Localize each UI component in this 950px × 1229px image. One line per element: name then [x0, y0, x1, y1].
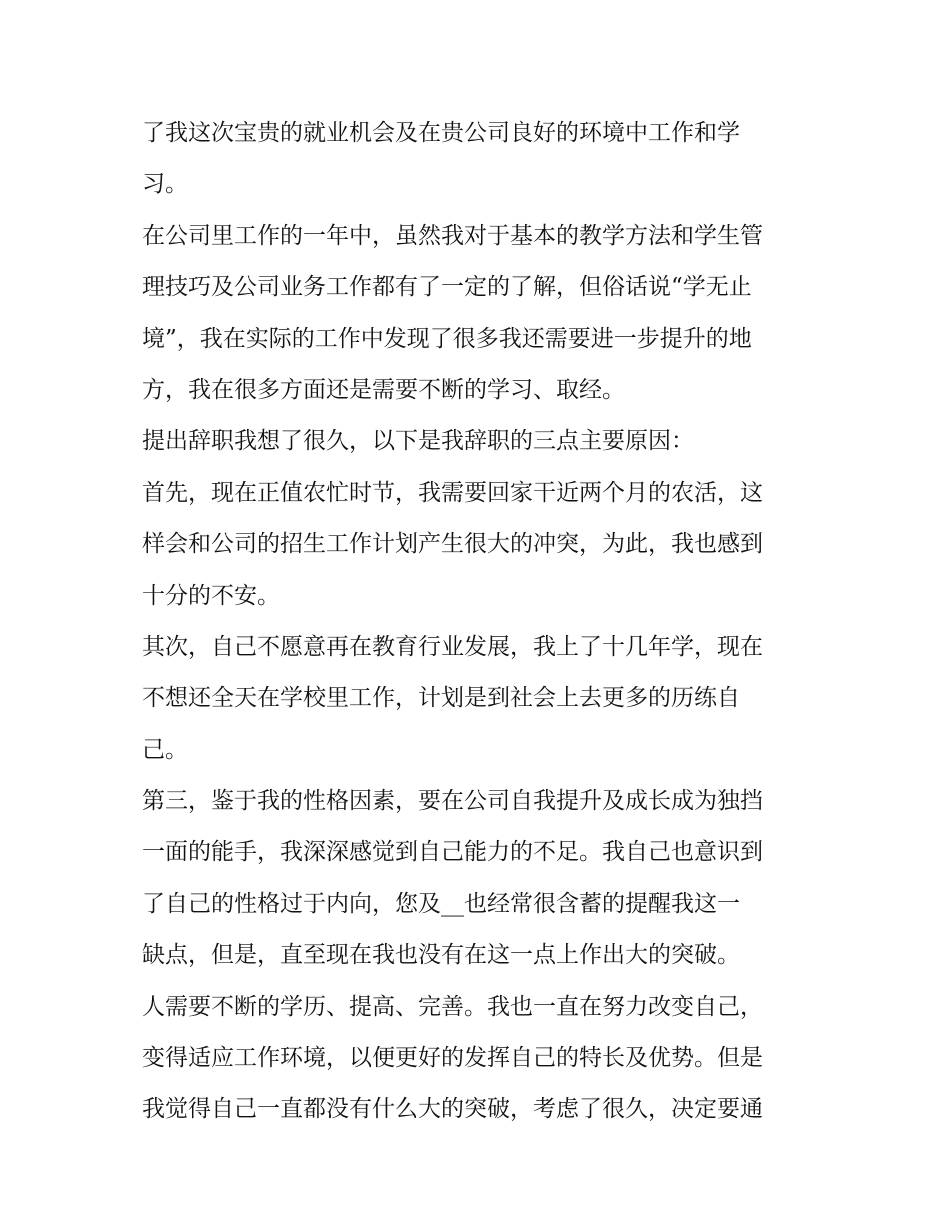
text-line: 首先，现在正值农忙时节，我需要回家干近两个月的农活，这	[142, 479, 763, 506]
text-line: 境”，我在实际的工作中发现了很多我还需要进一步提升的地	[142, 325, 752, 352]
text-line: 其次，自己不愿意再在教育行业发展，我上了十几年学，现在	[142, 633, 763, 660]
text-line: 提出辞职我想了很久，以下是我辞职的三点主要原因：	[142, 428, 694, 455]
text-line: 缺点，但是，直至现在我也没有在这一点上作出大的突破。	[142, 942, 740, 969]
text-line: 己。	[142, 736, 188, 763]
text-line: 了自己的性格过于内向，您及__也经常很含蓄的提醒我这一	[142, 890, 740, 917]
text-line: 人需要不断的学历、提高、完善。我也一直在努力改变自己，	[142, 993, 763, 1020]
text-line: 方，我在很多方面还是需要不断的学习、取经。	[142, 376, 625, 403]
text-line: 一面的能手，我深深感觉到自己能力的不足。我自己也意识到	[142, 839, 763, 866]
text-line: 习。	[142, 171, 188, 198]
text-line: 十分的不安。	[142, 582, 280, 609]
resignation-letter-body	[142, 108, 814, 1136]
text-line: 第三，鉴于我的性格因素，要在公司自我提升及成长成为独挡	[142, 788, 763, 815]
text-line: 我觉得自己一直都没有什么大的突破，考虑了很久，决定要通	[142, 1096, 763, 1123]
text-line: 不想还全天在学校里工作，计划是到社会上去更多的历练自	[142, 685, 740, 712]
text-line: 变得适应工作环境，以便更好的发挥自己的特长及优势。但是	[142, 1045, 763, 1072]
text-line: 在公司里工作的一年中，虽然我对于基本的教学方法和学生管	[142, 222, 763, 249]
text-line: 理技巧及公司业务工作都有了一定的了解，但俗话说“学无止	[142, 274, 752, 301]
text-line: 了我这次宝贵的就业机会及在贵公司良好的环境中工作和学	[142, 120, 740, 146]
text-line: 样会和公司的招生工作计划产生很大的冲突，为此，我也感到	[142, 531, 763, 558]
